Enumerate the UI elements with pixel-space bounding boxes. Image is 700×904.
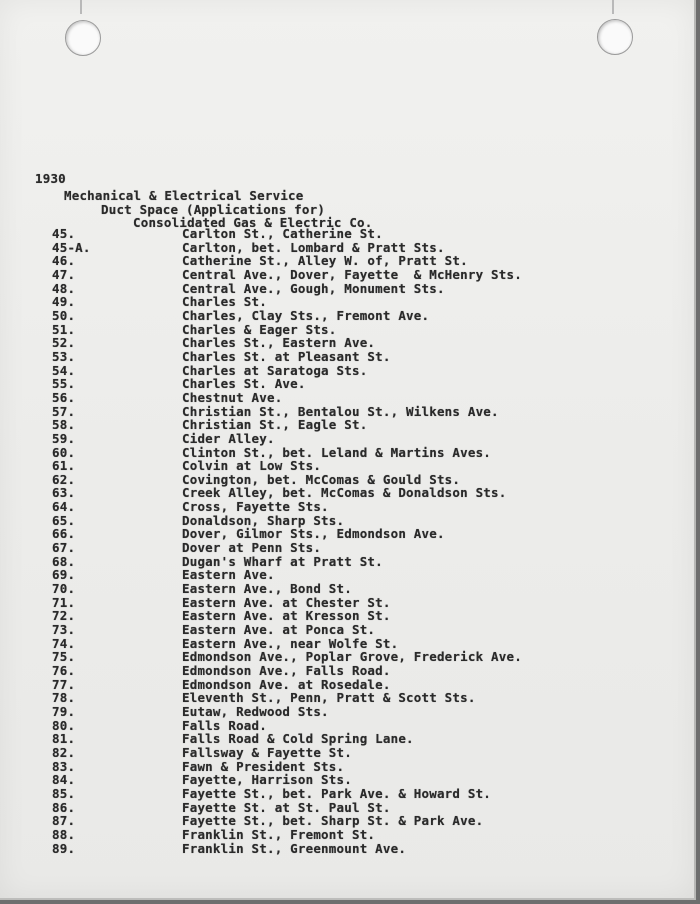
entry-number: 76. [52,663,76,678]
list-item [0,541,694,555]
entry-location: Eastern Ave. at Kresson St. [182,608,391,624]
list-item [0,391,694,405]
list-item [0,377,694,391]
punch-hole-left [65,20,101,56]
entry-location: Dugan's Wharf at Pratt St. [182,553,383,569]
list-item [0,609,694,623]
entry-number: 89. [52,840,76,856]
entry-number: 71. [52,594,76,610]
entry-number: 79. [52,703,76,719]
list-item [0,309,694,323]
entry-location: Franklin St., Fremont St. [182,826,376,842]
entry-location: Falls Road & Cold Spring Lane. [182,731,414,747]
entry-number: 69. [52,567,76,583]
entry-location: Fayette St., bet. Park Ave. & Howard St. [182,785,492,801]
list-item [0,268,694,282]
entry-location: Creek Alley, bet. McComas & Donaldson Sts. [182,485,507,501]
entry-location: Charles St. Ave. [182,376,306,392]
entry-number: 82. [52,744,76,760]
list-item [0,459,694,473]
entry-number: 60. [52,444,76,460]
list-item [0,405,694,419]
entry-number: 65. [52,512,76,528]
entry-number: 59. [52,430,76,446]
list-item [0,842,694,856]
entry-location: Christian St., Eagle St. [182,417,368,433]
list-item [0,568,694,582]
entry-location: Fayette, Harrison Sts. [182,772,352,788]
company-heading: Consolidated Gas & Electric Co. [133,215,373,230]
list-item [0,227,694,241]
list-item [0,637,694,651]
list-item [0,814,694,828]
entry-location: Cider Alley. [182,430,275,446]
entry-location: Edmondson Ave. at Rosedale. [182,676,391,692]
entry-number: 54. [52,362,76,378]
entry-number: 83. [52,758,76,774]
list-item [0,241,694,255]
list-item [0,432,694,446]
entry-number: 45-A. [52,239,91,255]
list-item [0,664,694,678]
entry-location: Eastern Ave. at Ponca St. [182,622,376,638]
entry-location: Dover at Penn Sts. [182,540,322,556]
year-heading: 1930 [35,171,66,186]
entry-location: Edmondson Ave., Poplar Grove, Frederick Ave. [182,649,522,665]
list-item [0,364,694,378]
entry-number: 78. [52,690,76,706]
entry-location: Charles St. [182,294,267,310]
entry-location: Fayette St. at St. Paul St. [182,799,391,815]
list-item [0,582,694,596]
entry-number: 58. [52,417,76,433]
section-heading: Mechanical & Electrical Service [64,188,304,203]
entry-location: Eastern Ave., Bond St. [182,581,352,597]
entry-number: 81. [52,731,76,747]
entry-location: Eastern Ave. [182,567,275,583]
entry-location: Eastern Ave., near Wolfe St. [182,635,399,651]
entry-location: Chestnut Ave. [182,389,283,405]
entry-number: 70. [52,581,76,597]
binder-tab-mark-right [612,0,614,14]
list-item [0,282,694,296]
list-item [0,446,694,460]
entry-number: 72. [52,608,76,624]
list-item [0,527,694,541]
list-item [0,801,694,815]
entry-number: 85. [52,785,76,801]
list-item [0,691,694,705]
entry-location: Charles St., Eastern Ave. [182,335,376,351]
list-item [0,596,694,610]
list-item [0,500,694,514]
list-item [0,350,694,364]
entry-location: Charles St. at Pleasant St. [182,348,391,364]
entry-number: 61. [52,458,76,474]
entry-location: Charles, Clay Sts., Fremont Ave. [182,307,430,323]
entry-location: Cross, Fayette Sts. [182,499,329,515]
entry-location: Dover, Gilmor Sts., Edmondson Ave. [182,526,445,542]
entry-number: 86. [52,799,76,815]
entry-location: Eastern Ave. at Chester St. [182,594,391,610]
list-item [0,623,694,637]
entry-number: 66. [52,526,76,542]
list-item [0,555,694,569]
list-item [0,732,694,746]
entry-number: 50. [52,307,76,323]
entry-location: Fayette St., bet. Sharp St. & Park Ave. [182,813,484,829]
list-item [0,473,694,487]
entry-location: Fallsway & Fayette St. [182,744,352,760]
entry-location: Falls Road. [182,717,267,733]
entry-number: 84. [52,772,76,788]
entry-location: Carlton St., Catherine St. [182,226,383,241]
punch-hole-right [597,19,633,55]
list-item [0,295,694,309]
list-item [0,705,694,719]
entry-location: Edmondson Ave., Falls Road. [182,663,391,678]
entry-location: Eutaw, Redwood Sts. [182,703,329,719]
entry-location: Donaldson, Sharp Sts. [182,512,345,528]
list-item [0,254,694,268]
entry-number: 52. [52,335,76,351]
list-item [0,787,694,801]
entry-number: 45. [52,226,76,241]
entry-number: 73. [52,622,76,638]
list-item [0,486,694,500]
entry-number: 56. [52,389,76,405]
list-item [0,678,694,692]
entry-location: Colvin at Low Sts. [182,458,322,474]
entry-location: Charles & Eager Sts. [182,321,337,337]
entry-number: 55. [52,376,76,392]
entry-number: 88. [52,826,76,842]
entry-location: Covington, bet. McComas & Gould Sts. [182,471,461,487]
list-item [0,650,694,664]
entry-number: 67. [52,540,76,556]
entry-number: 46. [52,253,76,269]
list-item [0,746,694,760]
entry-location: Carlton, bet. Lombard & Pratt Sts. [182,239,445,255]
entry-number: 51. [52,321,76,337]
list-item [0,828,694,842]
entry-number: 77. [52,676,76,692]
entry-number: 49. [52,294,76,310]
entry-location: Catherine St., Alley W. of, Pratt St. [182,253,468,269]
entry-number: 64. [52,499,76,515]
entry-number: 62. [52,471,76,487]
entry-location: Charles at Saratoga Sts. [182,362,368,378]
entry-number: 87. [52,813,76,829]
list-item [0,773,694,787]
entry-number: 80. [52,717,76,733]
list-item [0,514,694,528]
entry-number: 63. [52,485,76,501]
entry-number: 57. [52,403,76,419]
entry-list [0,227,694,855]
entry-number: 74. [52,635,76,651]
entry-location: Clinton St., bet. Leland & Martins Aves. [182,444,492,460]
entry-location: Central Ave., Gough, Monument Sts. [182,280,445,296]
entry-location: Franklin St., Greenmount Ave. [182,840,407,856]
list-item [0,323,694,337]
list-item [0,418,694,432]
entry-location: Eleventh St., Penn, Pratt & Scott Sts. [182,690,476,706]
entry-location: Christian St., Bentalou St., Wilkens Ave. [182,403,499,419]
entry-location: Central Ave., Dover, Fayette & McHenry Sts. [182,266,522,282]
list-item [0,760,694,774]
entry-number: 68. [52,553,76,569]
list-item [0,719,694,733]
list-item [0,336,694,350]
entry-number: 53. [52,348,76,364]
entry-location: Fawn & President Sts. [182,758,345,774]
entry-number: 75. [52,649,76,665]
binder-tab-mark-left [80,0,82,14]
entry-number: 48. [52,280,76,296]
entry-number: 47. [52,266,76,282]
subsection-heading: Duct Space (Applications for) [101,202,326,217]
